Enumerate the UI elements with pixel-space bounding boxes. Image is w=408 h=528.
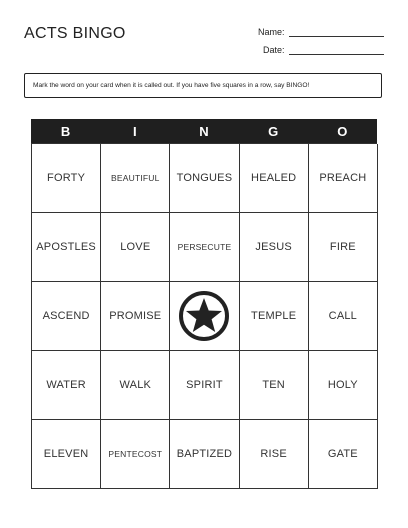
bingo-cell: PROMISE — [101, 282, 170, 351]
bingo-cell: WATER — [32, 351, 101, 420]
bingo-cell: PENTECOST — [101, 420, 170, 489]
page-title: ACTS BINGO — [24, 25, 126, 42]
bingo-cells — [31, 143, 377, 489]
instructions-text: Mark the word on your card when it is called out. If you have five squares in a row, say BINGO! — [33, 82, 310, 89]
bingo-cell: PERSECUTE — [170, 213, 239, 282]
header-o: O — [337, 123, 348, 139]
bingo-cell: TEN — [240, 351, 309, 420]
bingo-cell: APOSTLES — [32, 213, 101, 282]
bingo-cell: HOLY — [309, 351, 378, 420]
header-b: B — [60, 123, 71, 139]
bingo-cell: RISE — [240, 420, 309, 489]
bingo-cell: HEALED — [240, 144, 309, 213]
bingo-cell: JESUS — [240, 213, 309, 282]
date-line — [289, 45, 384, 55]
header-g: G — [268, 123, 279, 139]
bingo-cell: LOVE — [101, 213, 170, 282]
bingo-cell: FORTY — [32, 144, 101, 213]
date-label: Date: — [263, 45, 285, 55]
header-i: I — [132, 123, 137, 139]
bingo-cell: BEAUTIFUL — [101, 144, 170, 213]
bingo-cell: ASCEND — [32, 282, 101, 351]
bingo-cell: TEMPLE — [240, 282, 309, 351]
bingo-cell: BAPTIZED — [170, 420, 239, 489]
bingo-cell: FIRE — [309, 213, 378, 282]
name-field — [258, 27, 384, 37]
name-label: Name: — [258, 27, 285, 37]
bingo-cell: PREACH — [309, 144, 378, 213]
bingo-cell: SPIRIT — [170, 351, 239, 420]
bingo-header-row — [31, 119, 377, 143]
bingo-cell: WALK — [101, 351, 170, 420]
name-line — [289, 27, 384, 37]
header-n: N — [199, 123, 209, 139]
bingo-cell: ELEVEN — [32, 420, 101, 489]
star-icon — [178, 290, 230, 342]
date-field — [263, 45, 384, 55]
bingo-cell: GATE — [309, 420, 378, 489]
bingo-cell: CALL — [309, 282, 378, 351]
bingo-cell: TONGUES — [170, 144, 239, 213]
instructions-box — [24, 73, 382, 98]
bingo-grid — [31, 119, 377, 489]
free-space-cell — [170, 282, 239, 351]
